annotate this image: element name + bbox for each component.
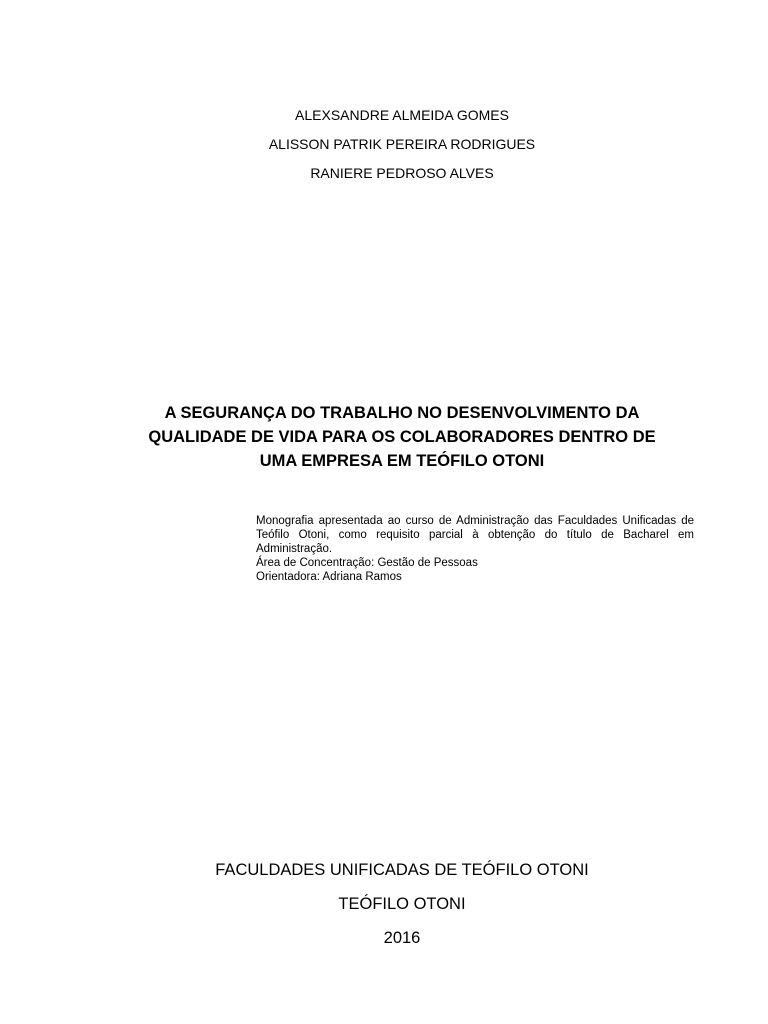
title-line: A SEGURANÇA DO TRABALHO NO DESENVOLVIMENTO DA (164, 404, 640, 422)
author-list (0, 101, 768, 188)
institution-name: FACULDADES UNIFICADAS DE TEÓFILO OTONI (215, 861, 589, 879)
footer (0, 853, 768, 955)
document-title (110, 401, 694, 473)
year: 2016 (383, 929, 421, 947)
advisor: Orientadora: Adriana Ramos (256, 571, 402, 583)
title-line: QUALIDADE DE VIDA PARA OS COLABORADORES DENTRO DE (148, 428, 656, 446)
title-line: UMA EMPRESA EM TEÓFILO OTONI (259, 452, 545, 470)
author-name: ALEXSANDRE ALMEIDA GOMES (295, 107, 509, 123)
author-name: RANIERE PEDROSO ALVES (310, 165, 494, 181)
monograph-description: Monografia apresentada ao curso de Administração das Faculdades Unificadas de Teófilo Otoni, como requisito parcial à obtenção do título de Bacharel em Administração. (256, 515, 694, 555)
monograph-note (256, 514, 694, 584)
concentration-area: Área de Concentração: Gestão de Pessoas (256, 557, 478, 569)
author-name: ALISSON PATRIK PEREIRA RODRIGUES (268, 136, 536, 152)
city: TEÓFILO OTONI (338, 895, 466, 913)
